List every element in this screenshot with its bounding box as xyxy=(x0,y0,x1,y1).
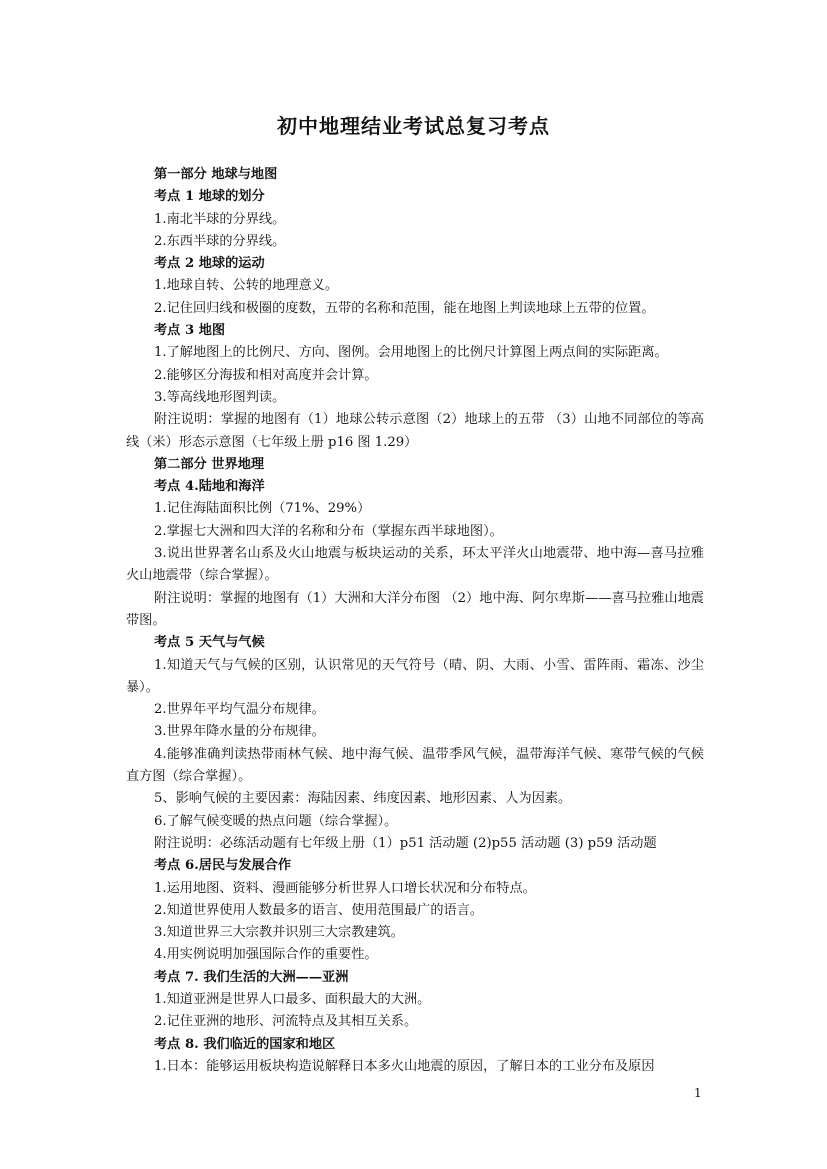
list-item: 1.运用地图、资料、漫画能够分析世界人口增长状况和分布特点。 xyxy=(154,880,536,896)
point-heading: 考点 5 天气与气候 xyxy=(154,635,265,651)
list-item: 6.了解气候变暖的热点问题（综合掌握）。 xyxy=(154,813,398,829)
page-number: 1 xyxy=(694,1086,702,1100)
point-heading: 考点 8. 我们临近的国家和地区 xyxy=(154,1036,336,1052)
point-heading: 考点 2 地球的运动 xyxy=(154,256,265,272)
list-item: 2.能够区分海拔和相对高度并会计算。 xyxy=(154,367,378,383)
list-item: 4.能够准确判读热带雨林气候、地中海气候、温带季风气候，温带海洋气候、寒带气候的气候直方图（综合掌握）。 xyxy=(126,746,704,785)
note-paragraph: 附注说明：掌握的地图有（1）地球公转示意图（2）地球上的五带 （3）山地不同部位的等高线（米）形态示意图（七年级上册 p16 图 1.29） xyxy=(126,412,704,450)
point-heading: 考点 7. 我们生活的大洲——亚洲 xyxy=(154,969,349,985)
list-item: 2.知道世界使用人数最多的语言、使用范围最广的语言。 xyxy=(154,902,484,918)
list-item: 2.东西半球的分界线。 xyxy=(154,233,286,249)
list-item: 2.记住亚洲的地形、河流特点及其相互关系。 xyxy=(154,1014,418,1030)
list-item: 3.等高线地形图判读。 xyxy=(154,389,286,405)
list-item: 1.了解地图上的比例尺、方向、图例。会用地图上的比例尺计算图上两点间的实际距离。 xyxy=(154,345,668,361)
list-item: 1.记住海陆面积比例（71%、29%） xyxy=(154,501,371,517)
section-heading: 第二部分 世界地理 xyxy=(154,456,265,472)
list-item: 5、影响气候的主要因素：海陆因素、纬度因素、地形因素、人为因素。 xyxy=(154,791,572,807)
list-item: 1.知道天气与气候的区别，认识常见的天气符号（晴、阴、大雨、小雪、雷阵雨、霜冻、沙尘暴）。 xyxy=(126,657,704,695)
point-heading: 考点 1 地球的划分 xyxy=(154,189,265,205)
document-title: 初中地理结业考试总复习考点 xyxy=(277,114,550,138)
list-item: 2.世界年平均气温分布规律。 xyxy=(154,702,325,718)
point-heading: 考点 4.陆地和海洋 xyxy=(154,479,265,495)
list-item: 3.说出世界著名山系及火山地震与板块运动的关系，环太平洋火山地震带、地中海—喜马拉雅火山地震带（综合掌握）。 xyxy=(126,546,704,584)
list-item: 4.用实例说明加强国际合作的重要性。 xyxy=(154,947,378,963)
list-item: 2.掌握七大洲和四大洋的名称和分布（掌握东西半球地图）。 xyxy=(154,523,503,539)
list-item: 1.日本：能够运用板块构造说解释日本多火山地震的原因，了解日本的工业分布及原因 xyxy=(154,1058,655,1074)
point-heading: 考点 6.居民与发展合作 xyxy=(154,858,292,874)
list-item: 1.地球自转、公转的地理意义。 xyxy=(154,278,339,294)
note-paragraph: 附注说明：掌握的地图有（1）大洲和大洋分布图 （2）地中海、阿尔卑斯——喜马拉雅山地震带图。 xyxy=(126,590,704,628)
note-paragraph: 附注说明：必练活动题有七年级上册（1）p51 活动题 (2)p55 活动题 (3) p59 活动题 xyxy=(154,835,657,851)
list-item: 3.世界年降水量的分布规律。 xyxy=(154,724,325,740)
document-body xyxy=(126,164,704,1078)
list-item: 1.南北半球的分界线。 xyxy=(154,211,286,227)
list-item: 1.知道亚洲是世界人口最多、面积最大的大洲。 xyxy=(154,991,431,1007)
point-heading: 考点 3 地图 xyxy=(154,323,226,339)
section-heading: 第一部分 地球与地图 xyxy=(154,167,278,182)
list-item: 2.记住回归线和极圈的度数，五带的名称和范围，能在地图上判读地球上五带的位置。 xyxy=(154,300,655,316)
list-item: 3.知道世界三大宗教并识别三大宗教建筑。 xyxy=(154,925,404,941)
